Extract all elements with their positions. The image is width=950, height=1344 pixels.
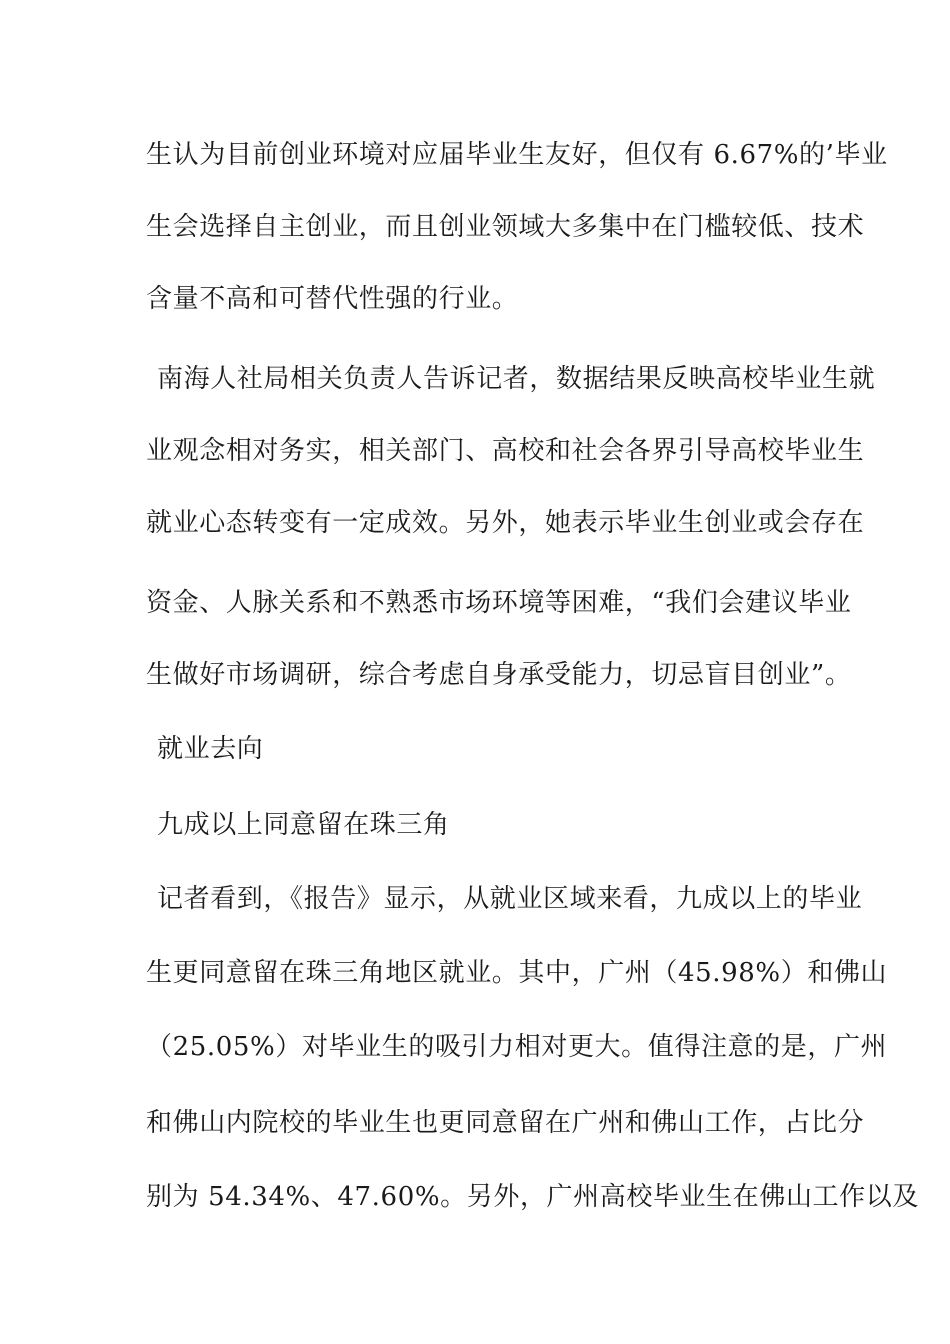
text-line: 别为 54.34%、47.60%。另外，广州高校毕业生在佛山工作以及 — [146, 1182, 919, 1212]
text-line: 和佛山内院校的毕业生也更同意留在广州和佛山工作，占比分 — [146, 1108, 865, 1138]
subsection-heading: 九成以上同意留在珠三角 — [157, 810, 450, 840]
text-line: 业观念相对务实，相关部门、高校和社会各界引导高校毕业生 — [146, 436, 865, 466]
text-line: 生更同意留在珠三角地区就业。其中，广州（45.98%）和佛山 — [146, 958, 888, 988]
text-line: 生做好市场调研，综合考虑自身承受能力，切忌盲目创业”。 — [146, 660, 852, 690]
text-line: 南海人社局相关负责人告诉记者，数据结果反映高校毕业生就 — [157, 364, 876, 394]
text-line: 生会选择自主创业，而且创业领域大多集中在门槛较低、技术 — [146, 212, 865, 242]
text-line: 记者看到，《报告》显示，从就业区域来看，九成以上的毕业 — [157, 884, 863, 914]
section-heading: 就业去向 — [157, 734, 264, 764]
text-line: 资金、人脉关系和不熟悉市场环境等困难，“我们会建议毕业 — [146, 588, 852, 618]
text-line: （25.05%）对毕业生的吸引力相对更大。值得注意的是，广州 — [146, 1032, 888, 1062]
text-line: 含量不高和可替代性强的行业。 — [146, 284, 519, 314]
text-line: 就业心态转变有一定成效。另外，她表示毕业生创业或会存在 — [146, 508, 865, 538]
text-line: 生认为目前创业环境对应届毕业生友好，但仅有 6.67%的’毕业 — [146, 140, 888, 170]
